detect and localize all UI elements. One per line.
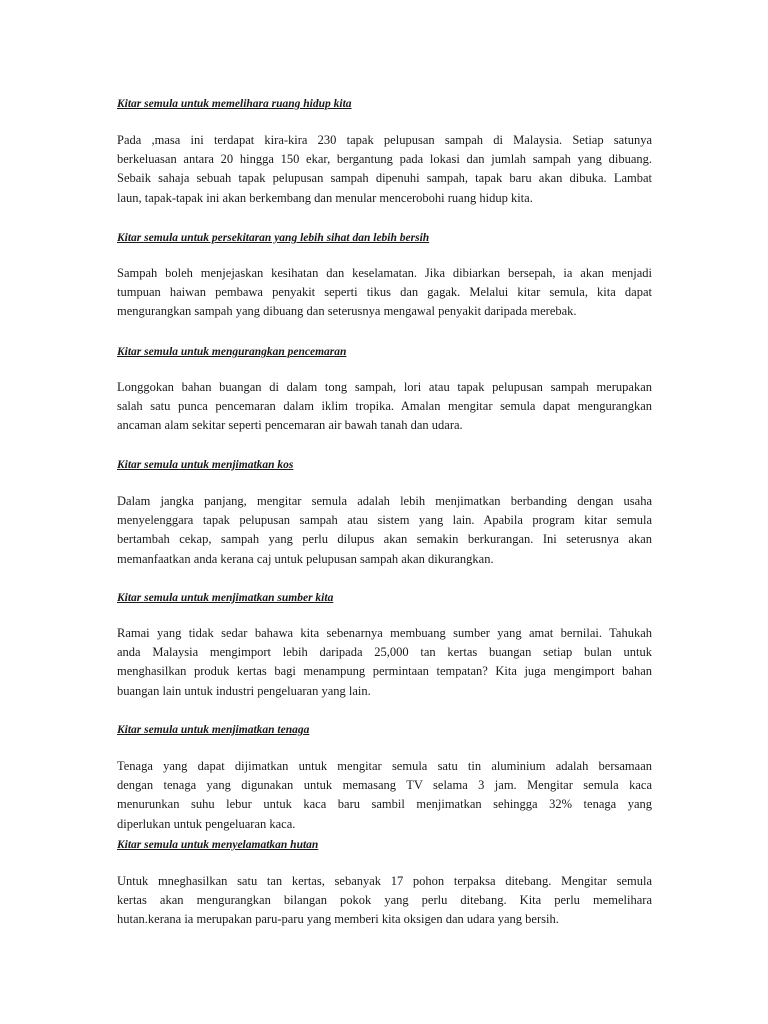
paragraph-line: berkeluasan antara 20 hingga 150 ekar, bergantung pada lokasi dan jumlah sampah yang dibuang. [117,152,652,167]
paragraph-line: menghasilkan produk kertas bagi menampung permintaan tempatan? Kita juga mengimport bahan [117,664,652,679]
paragraph-line: menurunkan suhu lebur untuk kaca baru sambil menjimatkan sehingga 32% tenaga yang [117,797,652,812]
section-paragraph [117,757,652,834]
section-heading: Kitar semula untuk mengurangkan pencemaran [117,346,347,358]
section-heading: Kitar semula untuk persekitaran yang lebih sihat dan lebih bersih [117,232,430,244]
section-paragraph [117,624,652,701]
section-paragraph [117,264,652,322]
paragraph-line: hutan.kerana ia merupakan paru-paru yang memberi kita oksigen dan udara yang bersih. [117,912,559,927]
paragraph-line: bertambah cekap, sampah yang perlu dilupus akan semakin berkurangan. Ini seterusnya akan [117,532,652,547]
paragraph-line: memanfaatkan anda kerana caj untuk pelupusan sampah akan dikurangkan. [117,551,494,566]
paragraph-line: buangan lain untuk industri pengeluaran yang lain. [117,683,371,698]
section-paragraph [117,872,652,930]
paragraph-line: Ramai yang tidak sedar bahawa kita sebenarnya membuang sumber yang amat bernilai. Tahukah [117,626,652,640]
section-heading: Kitar semula untuk memelihara ruang hidup kita [117,98,352,110]
paragraph-line: ancaman alam sekitar seperti pencemaran air bawah tanah dan udara. [117,418,463,433]
paragraph-line: Tenaga yang dapat dijimatkan untuk mengitar semula satu tin aluminium adalah bersamaan [117,759,652,773]
section-heading: Kitar semula untuk menjimatkan kos [117,459,294,471]
paragraph-line: anda Malaysia mengimport lebih daripada 25,000 tan kertas buangan setiap bulan untuk [117,645,652,660]
paragraph-line: tumpuan haiwan pembawa penyakit seperti tikus dan gagak. Melalui kitar semula, kita dapat [117,285,652,300]
paragraph-line: mengurangkan sampah yang dibuang dan seterusnya mengawal penyakit daripada merebak. [117,304,577,319]
paragraph-line: Pada ,masa ini terdapat kira-kira 230 tapak pelupusan sampah di Malaysia. Setiap satunya [117,133,652,147]
paragraph-line: diperlukan untuk pengeluaran kaca. [117,816,296,831]
paragraph-line: dengan tenaga yang digunakan untuk memasang TV selama 3 jam. Mengitar semula kaca [117,778,652,793]
paragraph-line: Untuk mneghasilkan satu tan kertas, sebanyak 17 pohon terpaksa ditebang. Mengitar semula [117,874,652,888]
section-heading: Kitar semula untuk menyelamatkan hutan [117,839,319,851]
section-paragraph [117,378,652,436]
paragraph-line: salah satu punca pencemaran dalam iklim tropika. Amalan mengitar semula dapat mengurangkan [117,399,652,414]
paragraph-line: Dalam jangka panjang, mengitar semula adalah lebih menjimatkan berbanding dengan usaha [117,494,652,508]
paragraph-line: Sampah boleh menjejaskan kesihatan dan keselamatan. Jika dibiarkan bersepah, ia akan menjadi [117,266,652,280]
paragraph-line: menyelenggara tapak pelupusan sampah atau sistem yang lain. Apabila program kitar semula [117,513,652,528]
section-paragraph [117,131,652,208]
paragraph-line: Sebaik sahaja sebuah tapak pelupusan sampah dipenuhi sampah, tapak baru akan dibuka. Lambat [117,171,652,186]
paragraph-line: laun, tapak-tapak ini akan berkembang dan menular mencerobohi ruang hidup kita. [117,190,533,205]
section-paragraph [117,492,652,569]
section-heading: Kitar semula untuk menjimatkan tenaga [117,724,310,736]
section-heading: Kitar semula untuk menjimatkan sumber kita [117,592,334,604]
paragraph-line: kertas akan mengurangkan bilangan pokok yang perlu ditebang. Kita perlu memelihara [117,893,652,908]
paragraph-line: Longgokan bahan buangan di dalam tong sampah, lori atau tapak pelupusan sampah merupakan [117,380,652,394]
